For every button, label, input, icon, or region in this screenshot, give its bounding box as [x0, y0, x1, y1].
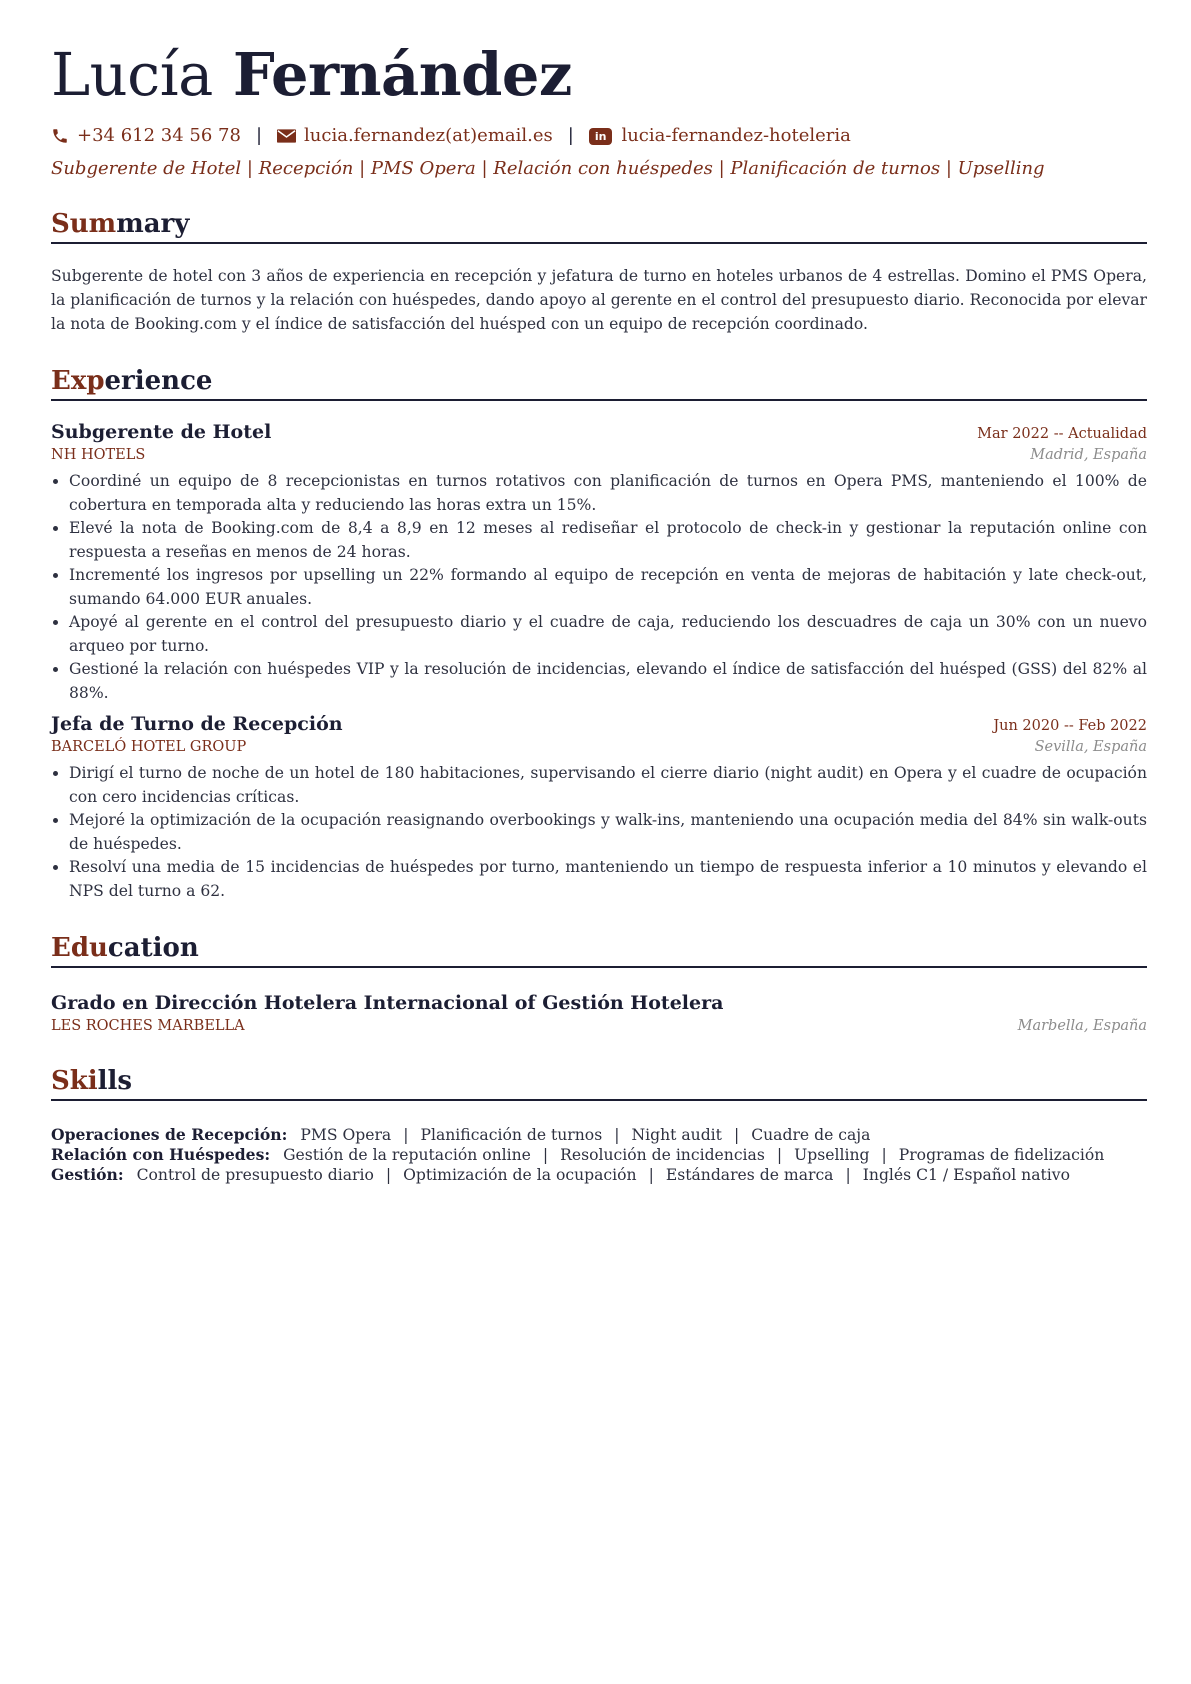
- contact-separator: |: [567, 125, 574, 146]
- job-location: Madrid, España: [1030, 447, 1147, 463]
- education-entry: [51, 990, 1147, 1036]
- skill-row: [51, 1165, 1147, 1185]
- skill-separator: |: [614, 1126, 620, 1144]
- skill-item: PMS Opera: [300, 1126, 392, 1144]
- skill-row: [51, 1145, 1147, 1165]
- school-name: LES ROCHES MARBELLA: [51, 1018, 245, 1034]
- bullet-item: • Dirigí el turno de noche de un hotel de 180 habitaciones, supervisando el cierre diario (night audit) en Opera y el cuadre de ocupación con cero incidencias críticas.: [69, 762, 1147, 809]
- job-title: Subgerente de Hotel: [51, 421, 272, 443]
- linkedin-handle: lucia-fernandez-hoteleria: [621, 125, 851, 146]
- skill-item: Planificación de turnos: [420, 1126, 603, 1144]
- email-address: lucia.fernandez(at)email.es: [304, 125, 553, 146]
- job-bullets: [51, 470, 1147, 705]
- skill-item: Estándares de marca: [665, 1166, 834, 1184]
- bullet-item: • Coordiné un equipo de 8 recepcionistas en turnos rotativos con planificación de turnos en Opera PMS, manteniendo el 100% de cobertura en temporada alta y reduciendo las horas extra un 15%.: [69, 470, 1147, 517]
- summary-section: [51, 209, 1147, 336]
- skill-separator: |: [881, 1146, 887, 1164]
- contact-separator: |: [255, 125, 263, 146]
- school-location: Marbella, España: [1017, 1018, 1147, 1034]
- skill-separator: |: [776, 1146, 783, 1164]
- job-dates: Mar 2022 -- Actualidad: [977, 426, 1147, 442]
- skill-category: Relación con Huéspedes:: [51, 1145, 271, 1164]
- skill-separator: |: [403, 1126, 409, 1144]
- bullet-item: • Apoyé al gerente en el control del presupuesto diario y el cuadre de caja, reduciendo los descuadres de caja un 30% con un nuevo arqueo por turno.: [69, 611, 1147, 658]
- summary-text: Subgerente de hotel con 3 años de experiencia en recepción y jefatura de turno en hoteles urbanos de 4 estrellas. Domino el PMS Opera, la planificación de turnos y la relación con huéspedes, dando apoyo al gerente en el control del presupuesto diario. Reconocida por elevar la nota de Booking.com y el índice de satisfacción del huésped con un equipo de recepción coordinado.: [51, 267, 1147, 333]
- envelope-icon: [277, 129, 296, 143]
- skill-separator: |: [648, 1166, 654, 1184]
- contact-line: [51, 124, 1147, 148]
- linkedin-icon: in: [589, 128, 613, 145]
- resume-page: [51, 38, 1147, 1185]
- skill-item: Programas de fidelización: [898, 1146, 1105, 1164]
- skill-item: Night audit: [631, 1126, 722, 1144]
- bullet-item: • Mejoré la optimización de la ocupación reasignando overbookings y walk-ins, manteniendo una ocupación media del 84% sin walk-outs de huéspedes.: [69, 809, 1147, 856]
- skill-separator: |: [733, 1126, 740, 1144]
- experience-section: [51, 366, 1147, 903]
- tagline: Subgerente de Hotel | Recepción | PMS Opera | Relación con huéspedes | Planificación de turnos | Upselling: [51, 158, 1045, 179]
- phone-icon: [51, 127, 69, 145]
- skill-category: Gestión:: [51, 1165, 124, 1184]
- bullet-item: • Elevé la nota de Booking.com de 8,4 a 8,9 en 12 meses al rediseñar el protocolo de check-in y gestionar la reputación online con respuesta a reseñas en menos de 24 horas.: [69, 517, 1147, 564]
- skills-list: [51, 1125, 1147, 1185]
- section-title-summary: Summary: [51, 209, 1147, 244]
- bullet-item: • Resolví una media de 15 incidencias de huéspedes por turno, manteniendo un tiempo de respuesta inferior a 10 minutos y elevando el NPS del turno a 62.: [69, 856, 1147, 903]
- bullet-item: • Gestioné la relación con huéspedes VIP y la resolución de incidencias, elevando el índice de satisfacción del huésped (GSS) del 82% al 88%.: [69, 658, 1147, 705]
- last-name: Fernández: [232, 40, 572, 109]
- bullet-item: • Incrementé los ingresos por upselling un 22% formando al equipo de recepción en venta de mejoras de habitación y late check-out, sumando 64.000 EUR anuales.: [69, 564, 1147, 611]
- section-title-experience: Experience: [51, 366, 1147, 401]
- job-company: BARCELÓ HOTEL GROUP: [51, 739, 247, 755]
- section-title-skills: Skills: [51, 1066, 1147, 1101]
- job-entry: [51, 711, 1147, 903]
- skill-separator: |: [845, 1166, 851, 1184]
- skill-item: Inglés C1 / Español nativo: [862, 1166, 1070, 1184]
- job-location: Sevilla, España: [1034, 739, 1147, 755]
- skill-category: Operaciones de Recepción:: [51, 1125, 288, 1144]
- linkedin-contact[interactable]: [589, 124, 851, 148]
- section-title-education: Education: [51, 933, 1147, 968]
- skill-item: Resolución de incidencias: [560, 1146, 765, 1164]
- skill-item: Control de presupuesto diario: [136, 1166, 374, 1184]
- skill-item: Upselling: [794, 1146, 870, 1164]
- job-bullets: [51, 762, 1147, 903]
- skill-item: Cuadre de caja: [751, 1126, 871, 1144]
- first-name: Lucía: [51, 40, 213, 109]
- job-title: Jefa de Turno de Recepción: [51, 713, 343, 735]
- skill-item: Gestión de la reputación online: [283, 1146, 531, 1164]
- candidate-name: [51, 38, 1147, 112]
- phone-contact[interactable]: [51, 124, 241, 148]
- skill-separator: |: [385, 1166, 392, 1184]
- email-contact[interactable]: [277, 124, 553, 148]
- education-section: [51, 933, 1147, 1036]
- skill-row: [51, 1125, 1147, 1145]
- skills-section: [51, 1066, 1147, 1185]
- skill-separator: |: [542, 1146, 549, 1164]
- phone-number: +34 612 34 56 78: [77, 125, 241, 146]
- job-entry: [51, 419, 1147, 705]
- job-company: NH HOTELS: [51, 447, 146, 463]
- degree-title: Grado en Dirección Hotelera Internacional of Gestión Hotelera: [51, 992, 724, 1014]
- job-dates: Jun 2020 -- Feb 2022: [993, 718, 1147, 734]
- skill-item: Optimización de la ocupación: [403, 1166, 637, 1184]
